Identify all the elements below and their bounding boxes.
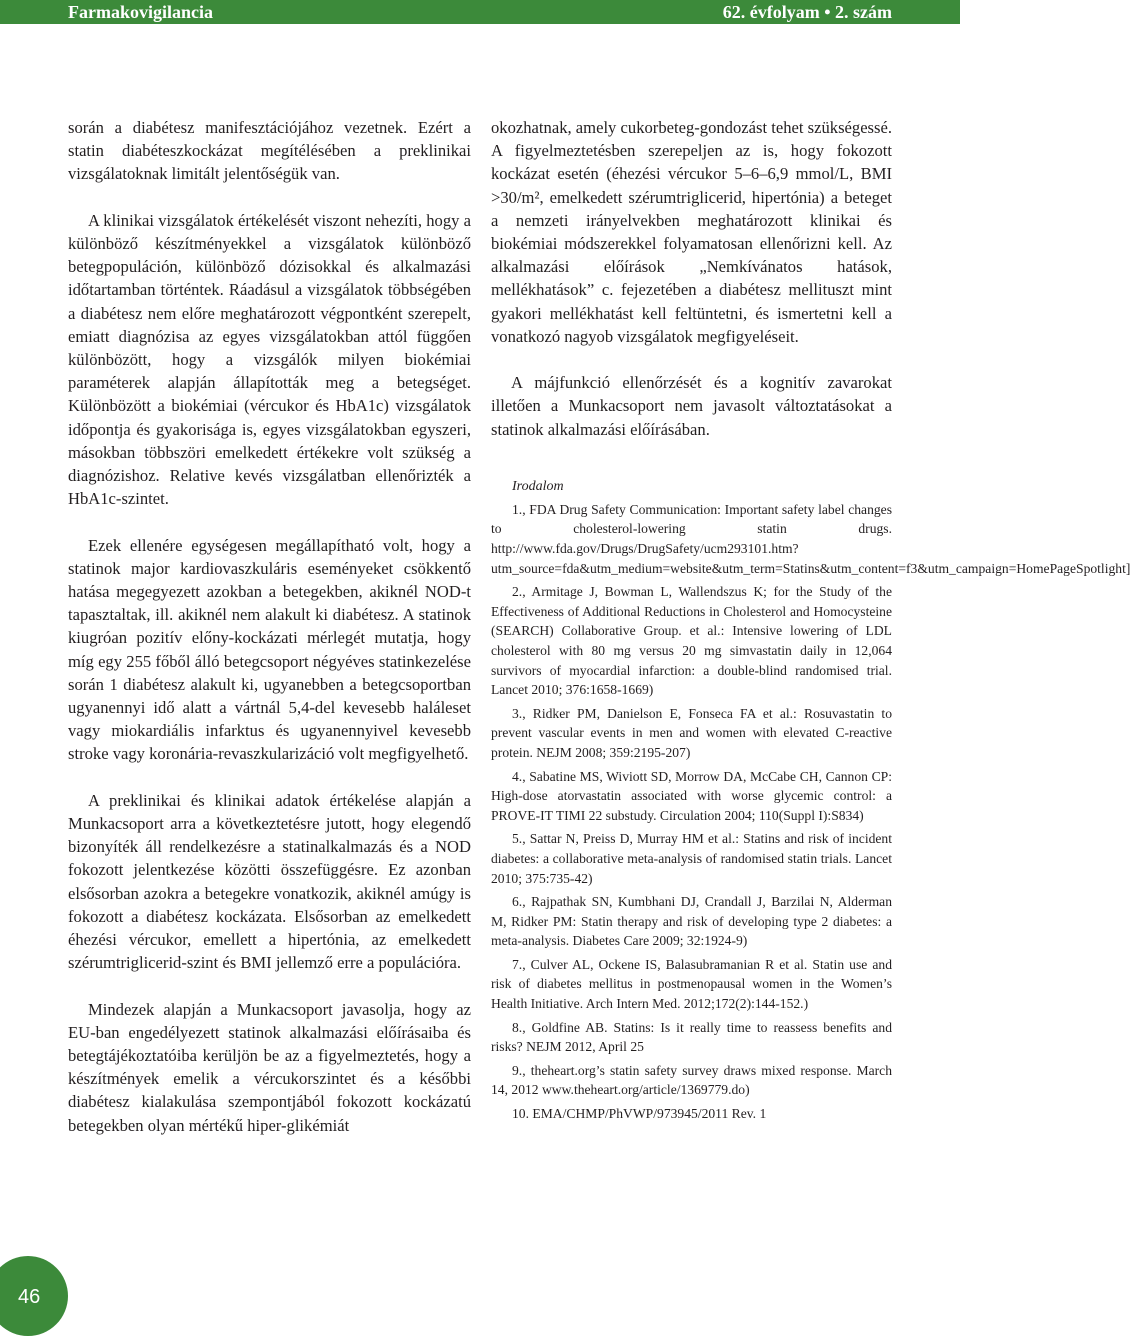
paragraph: A klinikai vizsgálatok értékelését viszont nehezíti, hogy a különböző készítményekkel a vizsgálatok különböző betegpopuláción, különböző dózisokkal és alkalmazási időtartamban történtek. Ráadásul a vizsgálatok többségében a diabétesz nem előre meghatározott végpontként szerepelt, emiatt diagnózisa az egyes vizsgálatokban attól függően különbözött, hogy a vizsgálók milyen biokémiai paraméterek alapján állapították meg a betegséget. Különbözött a biokémiai (vércukor és HbA1c) vizsgálatok időpontja és gyakorisága is, egyes vizsgálatokban egyszeri, másokban többszöri emelkedett értékekre volt szükség a diagnózishoz. Relative kevés vizsgálatban ellenőrizték a HbA1c-szintet. bbox=[68, 210, 471, 509]
right-column bbox=[491, 116, 1130, 1128]
section-title: Farmakovigilancia bbox=[68, 2, 213, 22]
paragraph: A preklinikai és klinikai adatok értékelése alapján a Munkacsoport arra a következtetésre jutott, hogy elegendő bizonyíték áll rendelkezésre a statinalkalmazás és a NOD fokozott jelentkezése közötti összefüggésre. Ez azonban elsősorban azokra a betegekre vonatkozik, akiknél amúgy is fokozott a diabétesz kockázata. Elsősorban az emelkedett éhezési vércukor, emellett a hipertónia, az emelkedett szérumtriglicerid-szint és BMI jellemző erre a populációra. bbox=[68, 790, 471, 973]
reference-item: 4., Sabatine MS, Wiviott SD, Morrow DA, McCabe CH, Cannon CP: High-dose atorvastatin associated with worse glycemic control: a PROVE-IT TIMI 22 substudy. Circulation 2004; 110(Suppl I):S834) bbox=[491, 768, 892, 823]
paragraph: Ezek ellenére egységesen megállapítható volt, hogy a statinok major kardiovaszkuláris eseményeket csökkentő hatása megegyezett azokban a betegekben, akiknél NOD-t tapasztaltak, ill. akiknél nem alakult ki diabétesz. A statinok kiugróan pozitív előny-kockázati mérlegét mutatja, hogy míg egy 255 főből álló betegcsoport négyéves statinkezelése során 1 diabétesz alakult ki, ugyanebben a betegcsoportban ugyanennyi idő alatt a vártnál 5,4-del kevesebb haláleset vagy miokardiális infarktus és ugyanennyivel kevesebb stroke vagy koronária-revaszkularizáció volt megfigyelhető. bbox=[68, 535, 471, 764]
page-number-badge bbox=[0, 1256, 68, 1336]
left-column bbox=[68, 116, 471, 1137]
reference-item: 6., Rajpathak SN, Kumbhani DJ, Crandall J, Barzilai N, Alderman M, Ridker PM: Statin therapy and risk of developing type 2 diabetes: a meta-analysis. Diabetes Care 2009; 32:1924-9) bbox=[491, 894, 892, 949]
paragraph: A májfunkció ellenőrzését és a kognitív zavarokat illetően a Munkacsoport nem javasolt változtatásokat a statinok alkalmazási előírásában. bbox=[491, 373, 892, 439]
references-heading: Irodalom bbox=[512, 478, 564, 494]
reference-item: 9., theheart.org’s statin safety survey draws mixed response. March 14, 2012 www.theheart.org/article/1369779.do) bbox=[491, 1062, 892, 1098]
reference-item: 3., Ridker PM, Danielson E, Fonseca FA et al.: Rosuvastatin to prevent vascular events in men and women with elevated C-reactive protein. NEJM 2008; 359:2195-207) bbox=[491, 705, 892, 760]
references-list bbox=[491, 500, 1130, 1124]
issue-info: 62. évfolyam • 2. szám bbox=[722, 2, 892, 22]
reference-item: 7., Culver AL, Ockene IS, Balasubramanian R et al. Statin use and risk of diabetes mellitus in postmenopausal women in the Women’s Health Initiative. Arch Intern Med. 2012;172(2):144-152.) bbox=[491, 956, 892, 1012]
paragraph: során a diabétesz manifesztációjához vezetnek. Ezért a statin diabéteszkockázat megítélésében a preklinikai vizsgálatoknak limitált jelentőségük van. bbox=[68, 118, 471, 184]
reference-item: 5., Sattar N, Preiss D, Murray HM et al.: Statins and risk of incident diabetes: a collaborative meta-analysis of randomised statin trials. Lancet 2010; 375:735-42) bbox=[491, 831, 892, 886]
running-header bbox=[0, 0, 960, 24]
paragraph: okozhatnak, amely cukorbeteg-gondozást tehet szükségessé. A figyelmeztetésben szerepeljen az is, hogy fokozott kockázat esetén (éhezési vércukor 5–6–6,9 mmol/L, BMI >30/m², emelkedett szérumtriglicerid, hipertónia) a beteget a nemzeti irányelvekben meghatározott klinikai és biokémiai módszerekkel folyamatosan ellenőrizni kell. Az alkalmazási előírások „Nemkívánatos hatások, mellékhatások” c. fejezetében a diabétesz mellituszt mint gyakori mellékhatást kell feltüntetni, és ismertetni kell a vonatkozó nagyob vizsgálatok megfigyeléseit. bbox=[491, 118, 892, 346]
page-number: 46 bbox=[18, 1286, 41, 1308]
reference-item: 1., FDA Drug Safety Communication: Important safety label changes to cholesterol-lowering statin drugs. http://www.fda.gov/Drugs/DrugSafety/ucm293101.htm?utm_source=fda&utm_medium=website&utm_term=Statins&utm_content=f3&utm_campaign=HomePageSpotlight] bbox=[491, 501, 1130, 576]
reference-item: 10. EMA/CHMP/PhVWP/973945/2011 Rev. 1 bbox=[512, 1106, 767, 1122]
paragraph: Mindezek alapján a Munkacsoport javasolja, hogy az EU-ban engedélyezett statinok alkalmazási előírásaiba és betegtájékoztatóiba kerüljön be az a figyelmeztetés, hogy a készítmények emelik a vércukorszintet és a későbbi diabétesz kialakulása szempontjából fokozott kockázatú betegekben olyan mértékű hiper-glikémiát bbox=[68, 999, 471, 1135]
reference-item: 2., Armitage J, Bowman L, Wallendszus K; for the Study of the Effectiveness of Additional Reductions in Cholesterol and Homocysteine (SEARCH) Collaborative Group. et al.: Intensive lowering of LDL cholesterol with 80 mg versus 20 mg simvastatin daily in 12,064 survivors of myocardial infarction: a double-blind randomised trial. Lancet 2010; 376:1658-1669) bbox=[491, 584, 892, 698]
reference-item: 8., Goldfine AB. Statins: Is it really time to reassess benefits and risks? NEJM 2012, April 25 bbox=[491, 1019, 892, 1055]
